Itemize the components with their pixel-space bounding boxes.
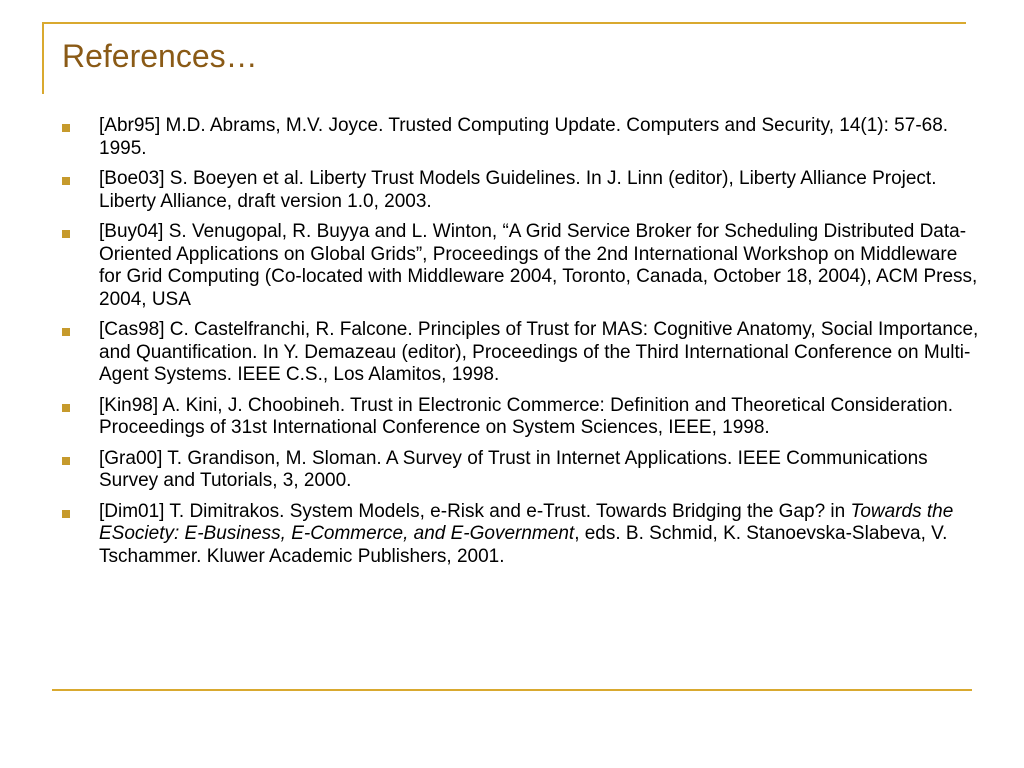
reference-item-dim01 (62, 501, 982, 569)
reference-text: [Kin98] A. Kini, J. Choobineh. Trust in Electronic Commerce: Definition and Theoretical Consideration. Proceedings of 31st International Conference on System Sciences, IEEE, 1998. (99, 394, 954, 438)
reference-text-tail: , eds. B. Schmid, K. Stanoevska-Slabeva, V. Tschammer. Kluwer Academic Publishers, 2001. (99, 523, 948, 567)
square-bullet-icon (62, 328, 70, 336)
square-bullet-icon (62, 177, 70, 185)
reference-text: [Cas98] C. Castelfranchi, R. Falcone. Principles of Trust for MAS: Cognitive Anatomy, Social Importance, and Quantification. In Y. Demazeau (editor), Proceedings of the Third International Conference on Multi-Agent Systems. IEEE C.S., Los Alamitos, 1998. (99, 319, 979, 385)
square-bullet-icon (62, 124, 70, 132)
reference-list (62, 115, 982, 576)
title-accent-vertical-line (42, 22, 44, 94)
square-bullet-icon (62, 404, 70, 412)
reference-text-lead: [Dim01] T. Dimitrakos. System Models, e-Risk and e-Trust. Towards Bridging the Gap? in (99, 500, 851, 522)
slide-title: References… (62, 38, 258, 74)
reference-text: [Buy04] S. Venugopal, R. Buyya and L. Winton, “A Grid Service Broker for Scheduling Distributed Data-Oriented Applications on Global Grids”, Proceedings of the 2nd International Workshop on Middleware for Grid Computing (Co-located with Middleware 2004, Toronto, Canada, October 18, 2004), ACM Press, 2004, USA (99, 221, 978, 310)
reference-text: [Boe03] S. Boeyen et al. Liberty Trust Models Guidelines. In J. Linn (editor), Liberty Alliance Project. Liberty Alliance, draft version 1.0, 2003. (99, 168, 937, 212)
reference-book-title: Towards the ESociety: E-Business, E-Commerce, and E-Government (99, 500, 954, 544)
title-accent-horizontal-line (42, 22, 966, 24)
reference-item-buy04 (62, 221, 982, 311)
reference-item-gra00 (62, 448, 982, 493)
square-bullet-icon (62, 230, 70, 238)
square-bullet-icon (62, 457, 70, 465)
reference-item-abr95 (62, 115, 982, 160)
reference-item-boe03 (62, 168, 982, 213)
reference-text: [Gra00] T. Grandison, M. Sloman. A Survey of Trust in Internet Applications. IEEE Communications Survey and Tutorials, 3, 2000. (99, 447, 928, 491)
reference-item-cas98 (62, 319, 982, 387)
reference-item-kin98 (62, 395, 982, 440)
footer-accent-line (52, 689, 972, 691)
square-bullet-icon (62, 510, 70, 518)
reference-text: [Abr95] M.D. Abrams, M.V. Joyce. Trusted Computing Update. Computers and Security, 14(1): 57-68. 1995. (99, 115, 949, 159)
